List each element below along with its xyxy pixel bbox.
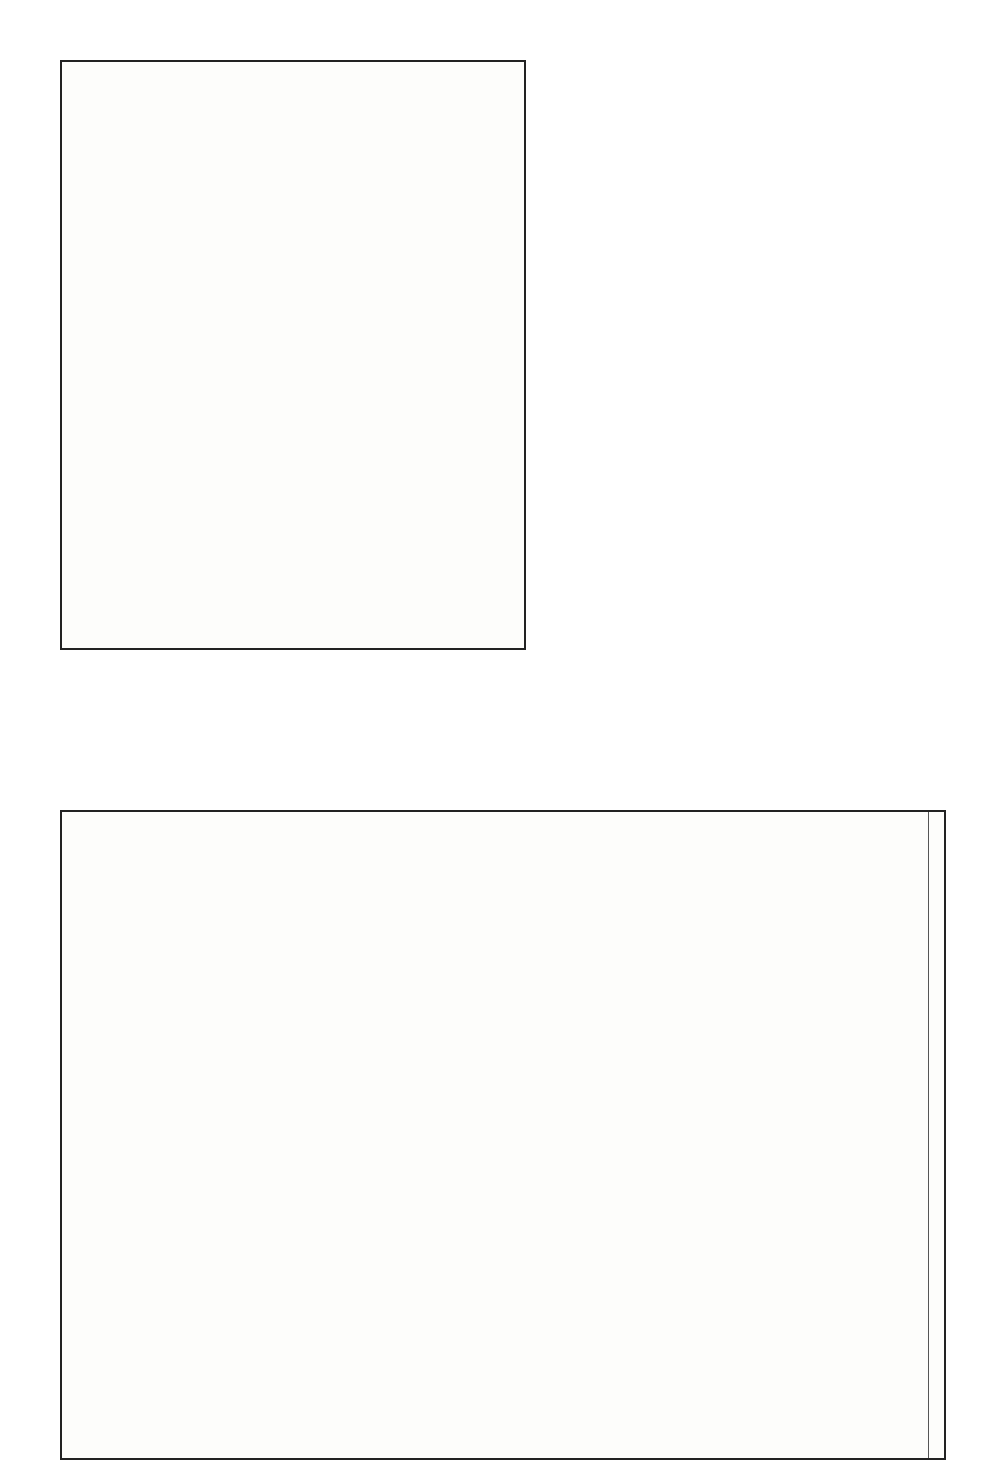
article-header [928, 812, 944, 1458]
article-body [62, 812, 928, 1458]
bottom-article-content [62, 812, 944, 1458]
top-article-content [2, 62, 464, 648]
